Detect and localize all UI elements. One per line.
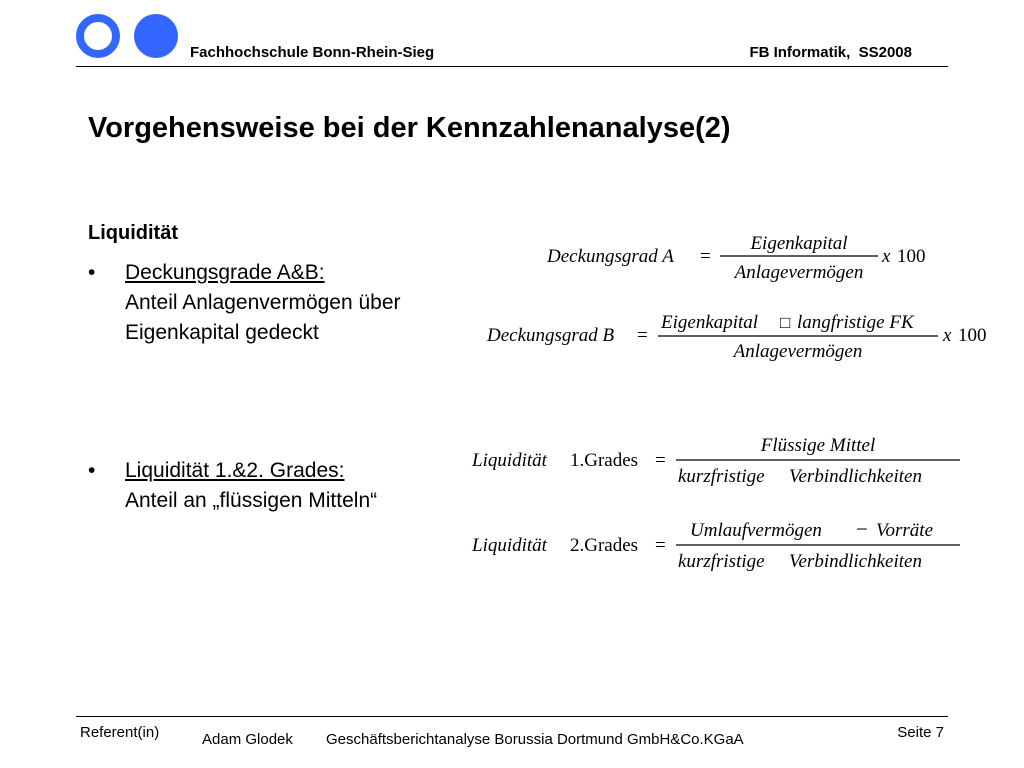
logo-solid-circle-icon <box>134 14 178 58</box>
formula-times: x <box>882 246 891 267</box>
footer-referent-label: Referent(in) <box>80 724 160 741</box>
bullet-marker: • <box>88 459 96 482</box>
logo-ring-circle-icon <box>76 14 120 58</box>
formula-factor: 100 <box>897 246 926 267</box>
formula-liquiditaet-2 <box>471 517 960 572</box>
bullet-marker: • <box>88 261 96 284</box>
formula-denominator: kurzfristige <box>678 466 765 487</box>
formula-lhs-grade: 1.Grades <box>570 450 639 471</box>
formula-deckungsgrad-b <box>486 312 987 362</box>
formula-numerator: Eigenkapital <box>750 233 848 254</box>
formula-numerator: Umlaufvermögen <box>690 520 822 541</box>
bullet-line: Eigenkapital gedeckt <box>125 321 319 344</box>
footer-divider <box>76 716 948 717</box>
formula-equals: = <box>655 450 666 471</box>
bullet-line: Anteil Anlagenvermögen über <box>125 291 401 314</box>
bullet-heading: Liquidität 1.&2. Grades: <box>125 459 345 482</box>
formula-lhs: Deckungsgrad B <box>487 325 615 346</box>
formula-denominator: Verbindlichkeiten <box>789 466 922 487</box>
formula-denominator: Verbindlichkeiten <box>789 551 922 572</box>
footer-document-title: Geschäftsberichtanalyse Borussia Dortmund GmbH&Co.KGaA <box>326 731 744 748</box>
formula-equals: = <box>655 535 666 556</box>
formula-equals: = <box>700 246 711 267</box>
header-institution: Fachhochschule Bonn-Rhein-Sieg <box>190 44 435 61</box>
formula-lhs: Liquidität <box>472 535 547 556</box>
slide-title: Vorgehensweise bei der Kennzahlenanalyse(2) <box>88 112 731 144</box>
formula-denominator: Anlagevermögen <box>734 262 864 283</box>
formula-factor: 100 <box>958 325 987 346</box>
formula-liquiditaet-1 <box>471 435 960 487</box>
formula-numerator: langfristige FK <box>797 312 914 333</box>
formula-equals: = <box>637 325 648 346</box>
formula-minus: − <box>856 517 868 541</box>
institution-logo <box>76 14 186 58</box>
bullet-line: Anteil an „flüssigen Mitteln“ <box>125 489 378 512</box>
formula-times: x <box>943 325 952 346</box>
formula-lhs: Liquidität <box>472 450 547 471</box>
formula-numerator: Vorräte <box>876 520 933 541</box>
formula-numerator: Eigenkapital <box>661 312 759 333</box>
section-heading: Liquidität <box>88 222 178 244</box>
formula-deckungsgrad-a <box>546 233 926 283</box>
footer-page-number: Seite 7 <box>897 724 944 741</box>
formula-lhs-grade: 2.Grades <box>570 535 639 556</box>
formula-operator: □ <box>780 313 791 332</box>
formula-numerator: Flüssige Mittel <box>760 435 876 456</box>
formula-lhs: Deckungsgrad A <box>547 246 674 267</box>
formula-denominator: kurzfristige <box>678 551 765 572</box>
header-department: FB Informatik, SS2008 <box>749 44 912 61</box>
formula-denominator: Anlagevermögen <box>733 341 863 362</box>
header-divider <box>76 66 948 67</box>
bullet-heading: Deckungsgrade A&B: <box>125 261 325 284</box>
footer-author: Adam Glodek <box>202 731 293 748</box>
